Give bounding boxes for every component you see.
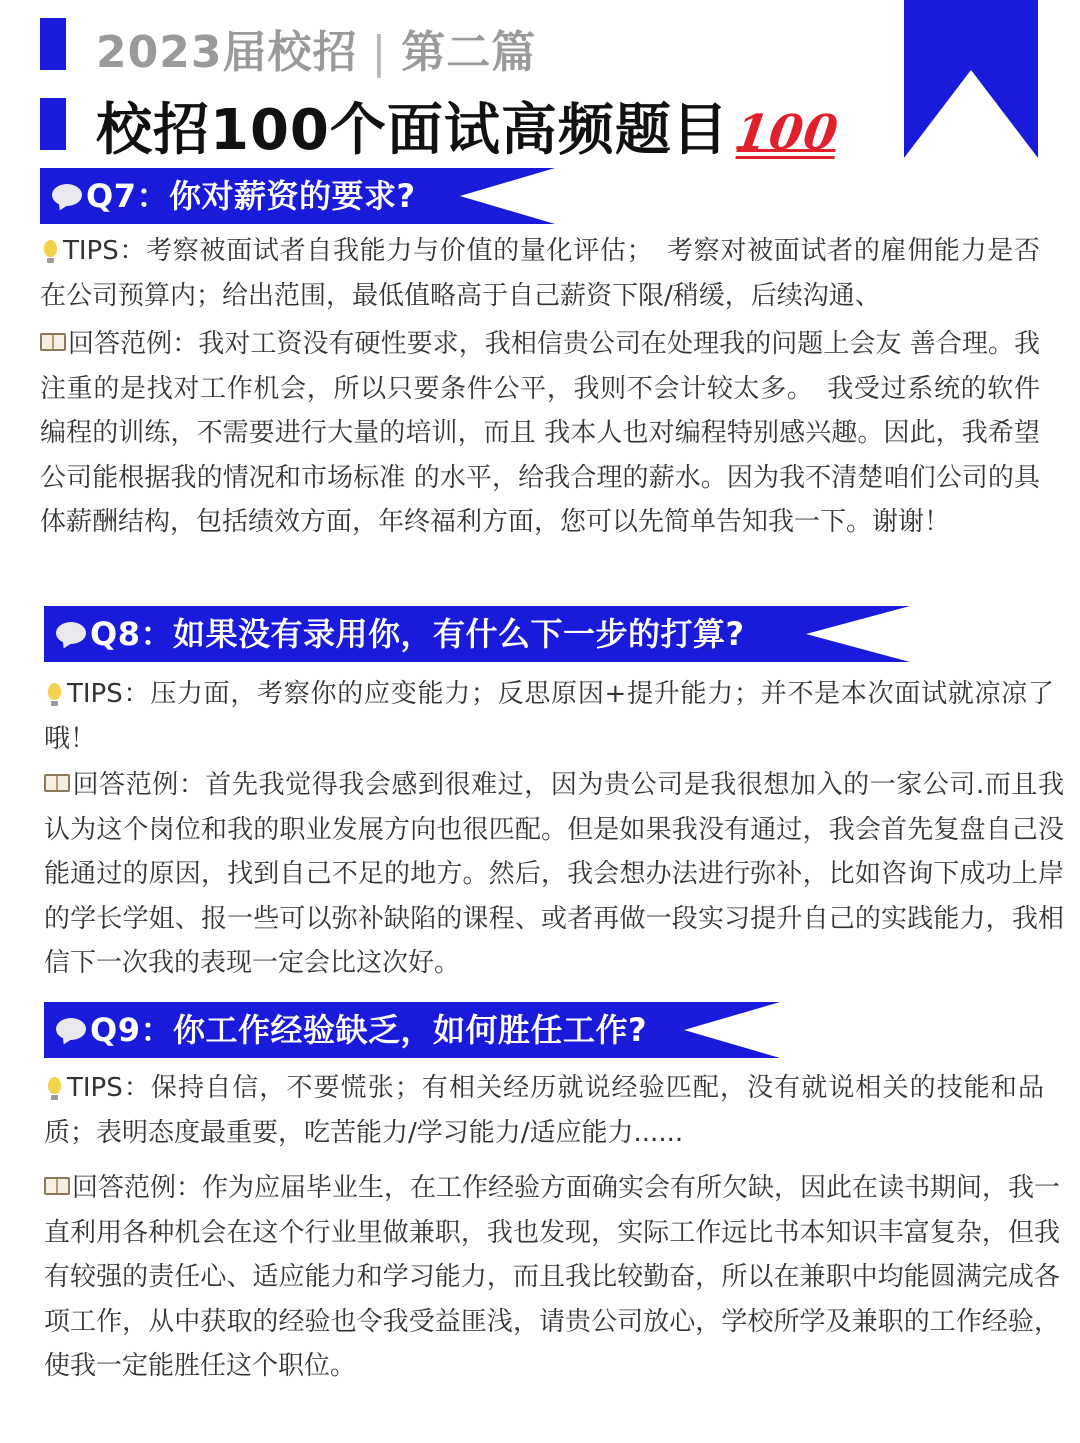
speech-bubble-icon <box>56 622 86 644</box>
question-banner-q9 <box>44 1002 784 1058</box>
header-accent-bar-bottom <box>40 98 66 150</box>
tips-text: TIPS：压力面，考察你的应变能力；反思原因+提升能力；并不是本次面试就凉凉了哦！ <box>44 679 1054 754</box>
question-title <box>56 614 745 654</box>
answer-paragraph-q7 <box>40 322 1040 545</box>
lightbulb-icon <box>44 240 57 257</box>
speech-bubble-icon <box>56 1018 86 1040</box>
question-text: Q9：你工作经验缺乏，如何胜任工作? <box>90 1011 648 1049</box>
open-book-icon <box>44 774 70 792</box>
series-label: 2023届校招 <box>96 27 358 78</box>
tips-paragraph-q9 <box>44 1066 1044 1155</box>
answer-text: 回答范例：我对工资没有硬性要求，我相信贵公司在处理我的问题上会友 善合理。我注重的是找对工作机会，所以只要条件公平，我则不会计较太多。 我受过系统的软件编程的训练，不需要进行大量的培训，而且 我本人也对编程特别感兴趣。因此，我希望公司能根据我的情况和市场标准 的水平，给我合理的薪水。因为我不清楚咱们公司的具体薪酬结构，包括绩效方面，年终福利方面，您可以先简单告知我一下。谢谢！ <box>40 329 1040 537</box>
answer-paragraph-q9 <box>44 1166 1060 1389</box>
tips-text: TIPS：保持自信，不要慌张；有相关经历就说经验匹配，没有就说相关的技能和品质；表明态度最重要，吃苦能力/学习能力/适应能力...... <box>44 1073 1044 1148</box>
tips-paragraph-q8 <box>44 672 1054 761</box>
question-title <box>56 1010 647 1050</box>
question-banner-q8 <box>44 606 914 662</box>
question-text: Q7：你对薪资的要求? <box>86 177 416 215</box>
hundred-points-icon: 100 <box>730 105 843 161</box>
bookmark-ribbon-icon <box>904 0 1038 158</box>
answer-text: 回答范例：首先我觉得我会感到很难过，因为贵公司是我很想加入的一家公司.而且我认为这个岗位和我的职业发展方向也很匹配。但是如果我没有通过，我会首先复盘自己没能通过的原因，找到自己不足的地方。然后，我会想办法进行弥补，比如咨询下成功上岸的学长学姐、报一些可以弥补缺陷的课程、或者再做一段实习提升自己的实践能力，我相信下一次我的表现一定会比这次好。 <box>44 770 1064 978</box>
page-title-text: 校招100个面试高频题目 <box>96 98 729 163</box>
open-book-icon <box>44 1177 70 1195</box>
lightbulb-icon <box>48 1077 61 1094</box>
open-book-icon <box>40 333 66 351</box>
subtitle-separator: | <box>371 27 388 78</box>
tips-paragraph-q7 <box>40 229 1040 318</box>
question-banner-q7 <box>40 168 560 224</box>
speech-bubble-icon <box>52 184 82 206</box>
header-subtitle <box>96 16 536 80</box>
chapter-label: 第二篇 <box>401 27 537 78</box>
header-accent-bar-top <box>40 18 66 70</box>
tips-text: TIPS：考察被面试者自我能力与价值的量化评估； 考察对被面试者的雇佣能力是否在公司预算内；给出范围，最低值略高于自己薪资下限/稍缓，后续沟通、 <box>40 236 1040 311</box>
question-text: Q8：如果没有录用你，有什么下一步的打算? <box>90 615 745 653</box>
question-title <box>52 176 416 216</box>
answer-text: 回答范例：作为应届毕业生，在工作经验方面确实会有所欠缺，因此在读书期间，我一直利用各种机会在这个行业里做兼职，我也发现，实际工作远比书本知识丰富复杂，但我有较强的责任心、适应能力和学习能力，而且我比较勤奋，所以在兼职中均能圆满完成各项工作，从中获取的经验也令我受益匪浅，请贵公司放心，学校所学及兼职的工作经验，使我一定能胜任这个职位。 <box>44 1173 1061 1381</box>
page-title <box>96 86 843 166</box>
lightbulb-icon <box>48 683 61 700</box>
answer-paragraph-q8 <box>44 763 1064 986</box>
